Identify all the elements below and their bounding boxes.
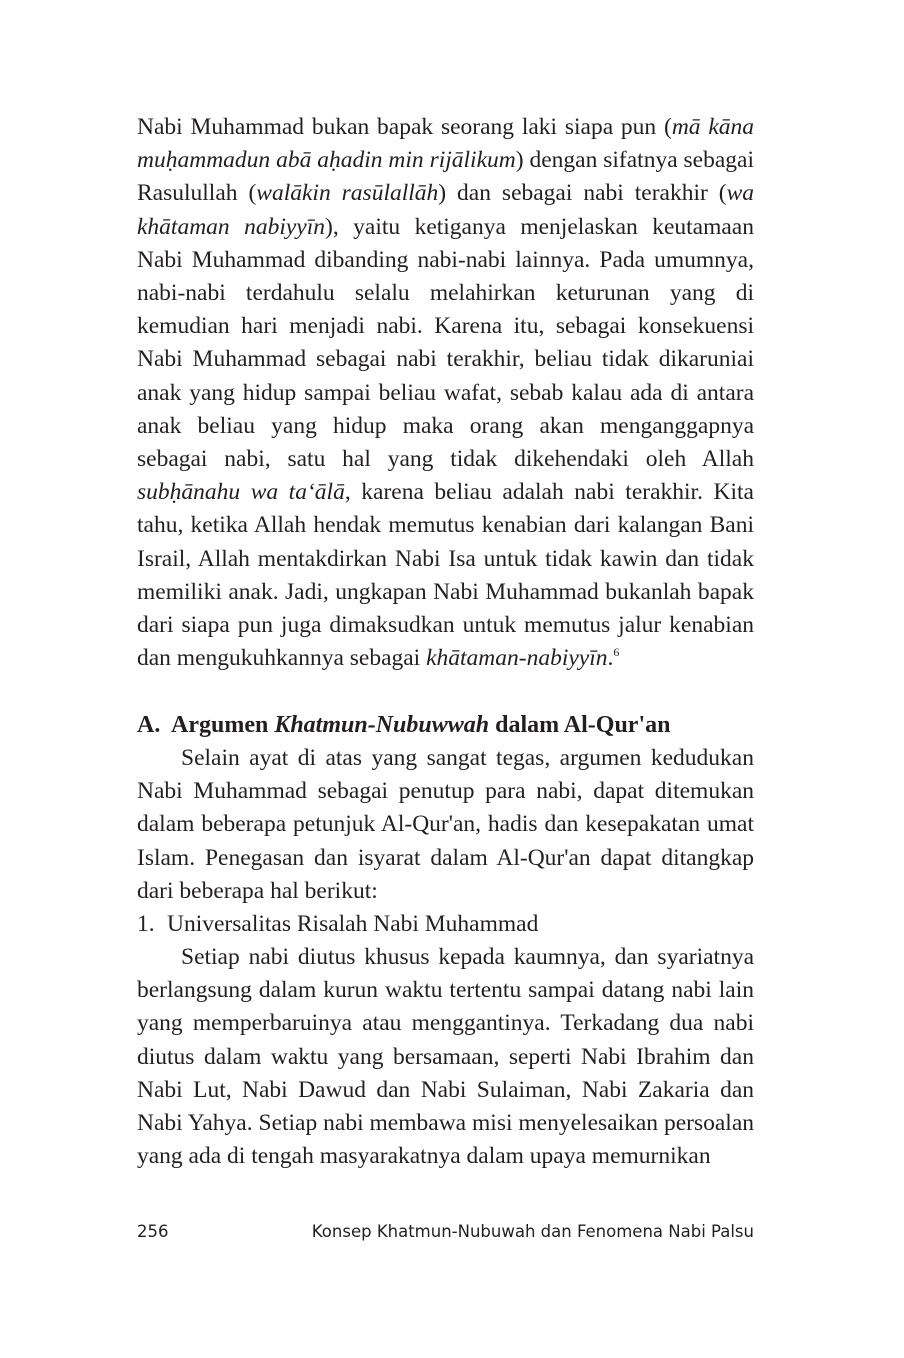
page-footer bbox=[137, 1222, 754, 1241]
arabic-transliteration: khātaman-nabiyyīn bbox=[426, 645, 608, 672]
section-letter: A. bbox=[137, 712, 161, 738]
paragraph-1-text: Nabi Muhammad bukan bapak seorang laki siapa pun (mā kāna muḥammadun abā aḥadin min rijālikum) dengan sifatnya sebagai Rasulullah (walākin rasūlallāh) dan sebagai nabi terakhir (wa khātaman nabiyyīn), yaitu ketiganya menjelaskan keutamaan Nabi Muhammad dibanding nabi-nabi lainnya. Pada umumnya, nabi-nabi terdahulu selalu melahirkan keturunan yang di kemudian hari menjadi nabi. Karena itu, sebagai konsekuensi Nabi Muhammad sebagai nabi terakhir, beliau tidak dikaruniai anak yang hidup sampai beliau wafat, sebab kalau ada di antara anak beliau yang hidup maka orang akan menganggapnya sebagai nabi, satu hal yang tidak dikehendaki oleh Allah subḥānahu wa ta‘ālā, karena beliau adalah nabi terakhir. Kita tahu, ketika Allah hendak memutus kenabian dari kalangan Bani Israil, Allah mentakdirkan Nabi Isa untuk tidak kawin dan tidak memiliki anak. Jadi, ungkapan Nabi Muhammad bukanlah bapak dari siapa pun juga dimaksudkan untuk memutus jalur kenabian dan mengukuhkannya sebagai khātaman-nabiyyīn.$^6$ bbox=[137, 114, 755, 672]
arabic-transliteration: walākin rasūlallāh bbox=[256, 180, 439, 207]
paragraph-2-text: Selain ayat di atas yang sangat tegas, argumen kedudukan Nabi Muhammad sebagai penutup para nabi, dapat ditemukan dalam beberapa petunjuk Al-Qur'an, hadis dan kesepakatan umat Islam. Penegasan dan isyarat dalam Al-Qur'an dapat ditangkap dari beberapa hal berikut: bbox=[137, 745, 754, 904]
arabic-transliteration: mā kāna muḥammadun abā aḥadin min rijālikum bbox=[137, 114, 755, 174]
arabic-transliteration: subḥānahu wa ta‘ālā bbox=[137, 479, 345, 506]
list-item-1 bbox=[137, 908, 754, 941]
running-title: Konsep Khatmun-Nubuwah dan Fenomena Nabi Palsu bbox=[311, 1222, 754, 1241]
list-item-text: Universalitas Risalah Nabi Muhammad bbox=[167, 911, 539, 937]
list-item-number: 1. bbox=[137, 911, 155, 937]
paragraph-2 bbox=[137, 742, 754, 908]
paragraph-1 bbox=[137, 111, 754, 675]
page-number: 256 bbox=[137, 1222, 169, 1241]
paragraph-3 bbox=[137, 941, 754, 1173]
section-heading: A. Argumen Khatmun-Nubuwwah dalam Al-Qur'an bbox=[137, 708, 754, 742]
footnote-marker[interactable]: 6 bbox=[613, 645, 620, 660]
section-heading-italic: Khatmun-Nubuwwah bbox=[274, 712, 490, 738]
paragraph-3-text: Setiap nabi diutus khusus kepada kaumnya, dan syariatnya berlangsung dalam kurun waktu tertentu sampai datang nabi lain yang memperbaruinya atau menggantinya. Terkadang dua nabi diutus dalam waktu yang bersamaan, seperti Nabi Ibrahim dan Nabi Lut, Nabi Dawud dan Nabi Sulaiman, Nabi Zakaria dan Nabi Yahya. Setiap nabi membawa misi menyelesaikan persoalan yang ada di tengah masyarakatnya dalam upaya memurnikan bbox=[137, 944, 754, 1170]
arabic-transliteration: wa khātaman nabiyyīn bbox=[137, 180, 755, 240]
